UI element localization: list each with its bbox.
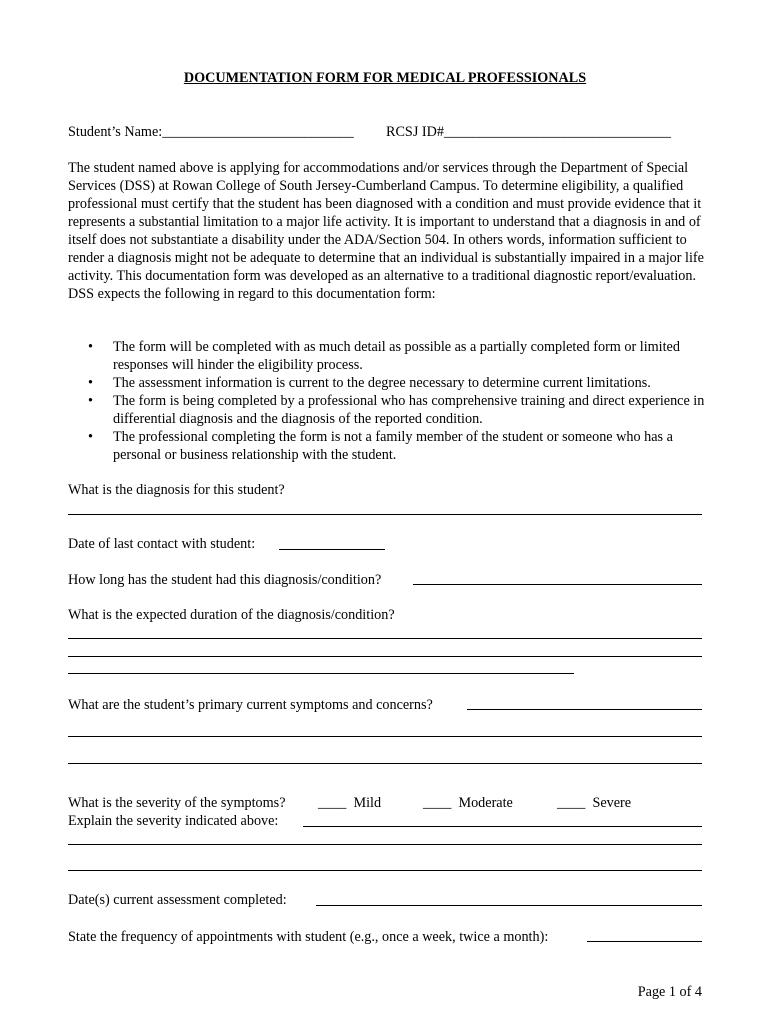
bullet-icon: • bbox=[88, 429, 93, 445]
list-item bbox=[68, 374, 708, 392]
explain-severity-question: Explain the severity indicated above: bbox=[68, 813, 279, 829]
bullet-text: The professional completing the form is not a family member of the student or someone who has a personal or business relationship with the student. bbox=[113, 429, 673, 463]
last-contact-question: Date of last contact with student: bbox=[68, 536, 256, 552]
form-title: DOCUMENTATION FORM FOR MEDICAL PROFESSIONALS bbox=[183, 70, 587, 86]
severity-option-label: Moderate bbox=[458, 795, 513, 811]
expected-duration-answer-line[interactable] bbox=[68, 673, 574, 674]
student-name-label: Student’s Name: bbox=[68, 124, 163, 140]
severity-blank[interactable]: ____ bbox=[557, 795, 586, 811]
bullet-text: The form will be completed with as much detail as possible as a partially completed form or limited responses will hinder the eligibility process. bbox=[113, 339, 680, 373]
bullet-text: The form is being completed by a professional who has comprehensive training and direct experience in differential diagnosis and the diagnosis of the reported condition. bbox=[113, 393, 705, 427]
expected-duration-question: What is the expected duration of the diagnosis/condition? bbox=[68, 607, 395, 623]
last-contact-answer-line[interactable] bbox=[279, 549, 385, 550]
severity-option-severe[interactable] bbox=[557, 794, 631, 812]
expected-duration-answer-line[interactable] bbox=[68, 638, 702, 639]
severity-option-label: Severe bbox=[592, 795, 632, 811]
diagnosis-question: What is the diagnosis for this student? bbox=[68, 482, 285, 498]
symptoms-answer-line[interactable] bbox=[467, 709, 702, 710]
severity-option-moderate[interactable] bbox=[423, 794, 513, 812]
expected-duration-answer-line[interactable] bbox=[68, 656, 702, 657]
explain-severity-answer-line[interactable] bbox=[68, 844, 702, 845]
bullet-icon: • bbox=[88, 375, 93, 391]
intro-paragraph: The student named above is applying for accommodations and/or services through the Department of Special Services (DSS) at Rowan College of South Jersey-Cumberland Campus. To determine eligibility, a qualified professional must certify that the student has been diagnosed with a condition and must provide evidence that it represents a substantial limitation to a major life activity. It is important to understand that a diagnosis in and of itself does not substantiate a disability under the ADA/Section 504. In others words, information sufficient to render a diagnosis might not be adequate to determine that an individual is substantially impaired in a major life activity. This documentation form was developed as an alternative to a traditional diagnostic report/evaluation. DSS expects the following in regard to this documentation form: bbox=[68, 160, 704, 302]
frequency-answer-line[interactable] bbox=[587, 941, 702, 942]
severity-option-label: Mild bbox=[353, 795, 382, 811]
bullet-icon: • bbox=[88, 339, 93, 355]
rcsj-id-label: RCSJ ID# bbox=[386, 124, 444, 140]
explain-severity-answer-line[interactable] bbox=[68, 870, 702, 871]
severity-blank[interactable]: ____ bbox=[423, 795, 452, 811]
how-long-answer-line[interactable] bbox=[413, 584, 702, 585]
diagnosis-answer-line[interactable] bbox=[68, 514, 702, 515]
assessment-dates-answer-line[interactable] bbox=[316, 905, 702, 906]
rcsj-id-blank[interactable]: ________________________________ bbox=[443, 124, 671, 140]
assessment-dates-question: Date(s) current assessment completed: bbox=[68, 892, 287, 908]
list-item bbox=[68, 338, 708, 374]
list-item bbox=[68, 428, 708, 464]
symptoms-question: What are the student’s primary current symptoms and concerns? bbox=[68, 697, 433, 713]
explain-severity-answer-line[interactable] bbox=[303, 826, 702, 827]
severity-option-mild[interactable] bbox=[318, 794, 381, 812]
symptoms-answer-line[interactable] bbox=[68, 763, 702, 764]
student-name-blank[interactable]: ___________________________ bbox=[162, 124, 354, 140]
how-long-question: How long has the student had this diagnosis/condition? bbox=[68, 572, 382, 588]
bullet-icon: • bbox=[88, 393, 93, 409]
severity-question: What is the severity of the symptoms? bbox=[68, 795, 286, 811]
requirements-list bbox=[68, 338, 708, 464]
bullet-text: The assessment information is current to the degree necessary to determine current limitations. bbox=[113, 375, 651, 391]
list-item bbox=[68, 392, 708, 428]
frequency-question: State the frequency of appointments with student (e.g., once a week, twice a month): bbox=[68, 929, 549, 945]
rcsj-id-field[interactable] bbox=[386, 123, 671, 141]
page-number: Page 1 of 4 bbox=[637, 984, 702, 1000]
symptoms-answer-line[interactable] bbox=[68, 736, 702, 737]
severity-blank[interactable]: ____ bbox=[318, 795, 347, 811]
student-name-field[interactable] bbox=[68, 123, 354, 141]
